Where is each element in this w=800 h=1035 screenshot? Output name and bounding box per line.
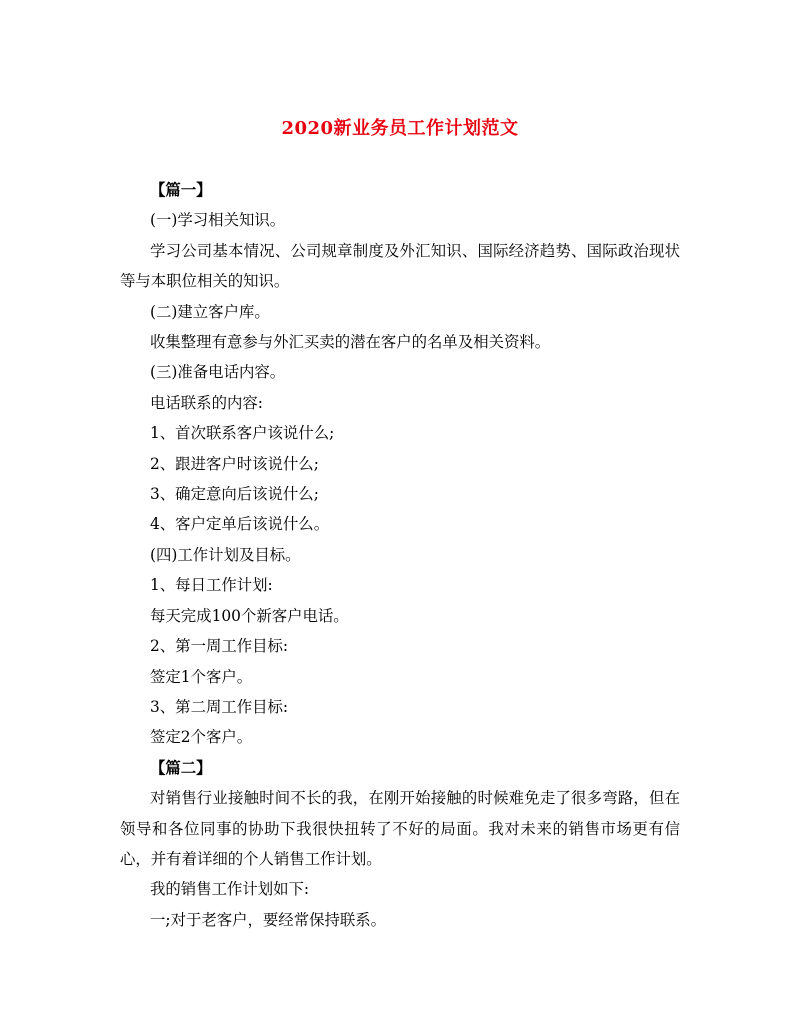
- document-body: [120, 175, 680, 935]
- section-heading: 【篇一】: [150, 181, 212, 199]
- paragraph: 一;对于老客户，要经常保持联系。: [150, 910, 387, 929]
- paragraph: 1、首次联系客户该说什么;: [150, 424, 335, 443]
- paragraph: 我的销售工作计划如下:: [150, 880, 310, 899]
- paragraph: (一)学习相关知识。: [150, 211, 286, 230]
- paragraph: 学习公司基本情况、公司规章制度及外汇知识、国际经济趋势、国际政治现状等与本职位相关的知识。: [120, 241, 680, 291]
- paragraph: 每天完成100个新客户电话。: [150, 606, 349, 625]
- paragraph: (四)工作计划及目标。: [150, 545, 301, 564]
- paragraph: 3、第二周工作目标:: [150, 697, 289, 716]
- paragraph: 收集整理有意参与外汇买卖的潜在客户的名单及相关资料。: [150, 333, 551, 352]
- paragraph: 电话联系的内容:: [150, 393, 263, 412]
- paragraph: 对销售行业接触时间不长的我，在刚开始接触的时候难免走了很多弯路，但在领导和各位同事的协助下我很快扭转了不好的局面。我对未来的销售市场更有信心，并有着详细的个人销售工作计划。: [120, 789, 680, 868]
- section-heading: 【篇二】: [150, 758, 212, 777]
- paragraph: 4、客户定单后该说什么。: [150, 515, 330, 534]
- paragraph: (三)准备电话内容。: [150, 363, 286, 382]
- paragraph: (二)建立客户库。: [150, 302, 270, 321]
- paragraph: 3、确定意向后该说什么;: [150, 485, 319, 504]
- document-title: 2020新业务员工作计划范文: [281, 118, 519, 139]
- paragraph: 1、每日工作计划:: [150, 576, 273, 595]
- paragraph: 2、第一周工作目标:: [150, 637, 289, 656]
- paragraph: 签定2个客户。: [150, 728, 253, 747]
- paragraph: 签定1个客户。: [150, 667, 253, 686]
- paragraph: 2、跟进客户时该说什么;: [150, 454, 319, 473]
